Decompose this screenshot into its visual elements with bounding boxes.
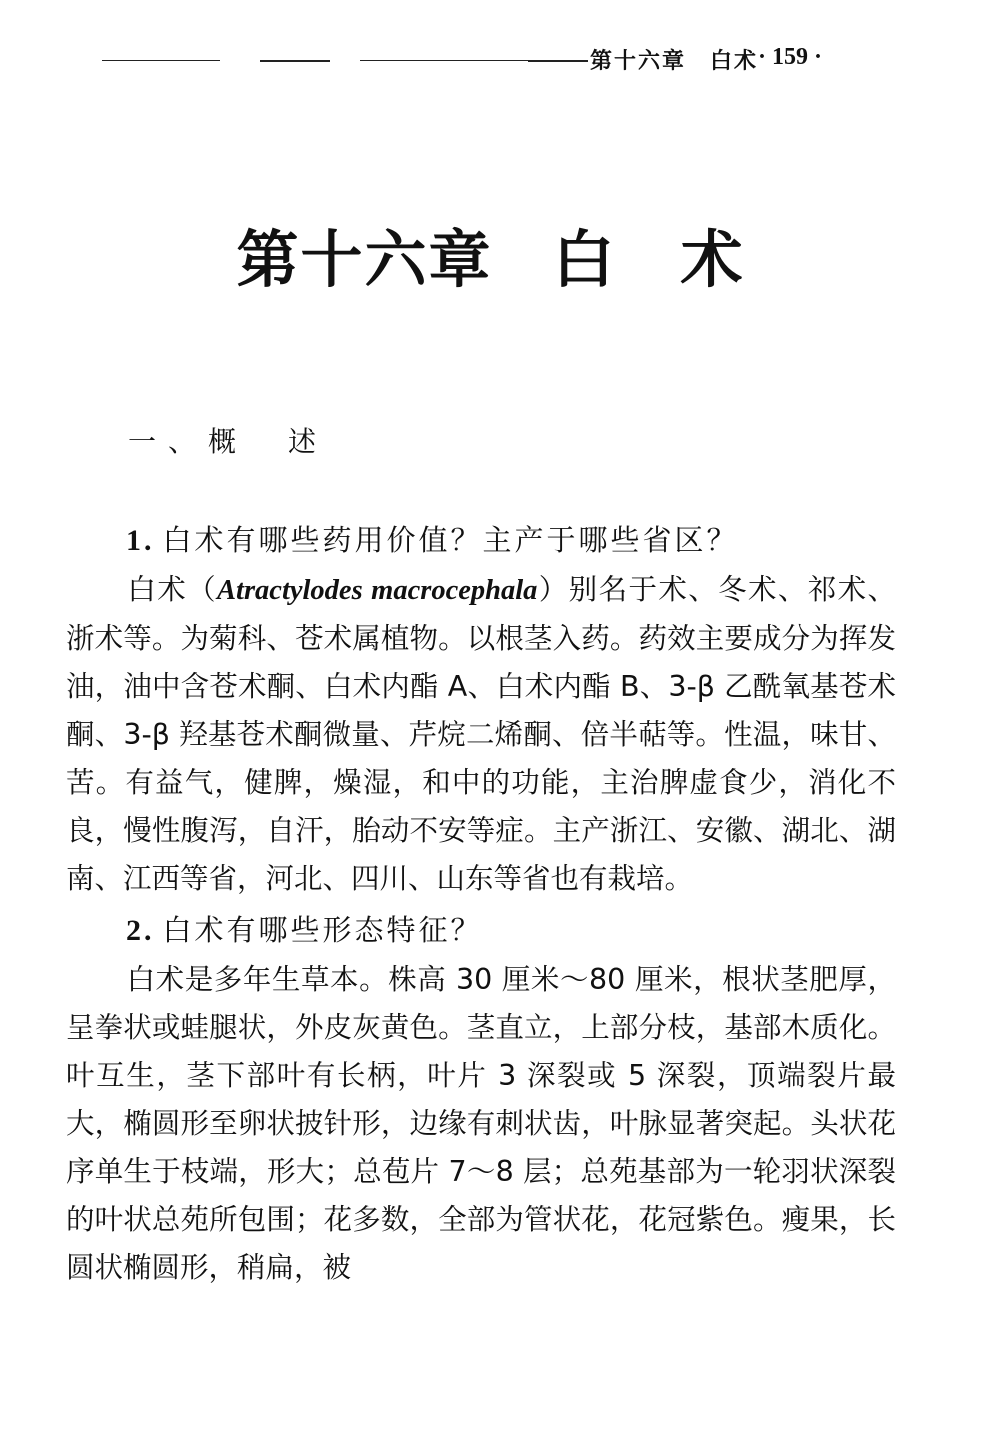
question-text: 白术有哪些形态特征？ <box>162 913 483 947</box>
chapter-title <box>0 210 981 299</box>
answer-paragraph <box>66 956 896 1292</box>
chapter-title-word-2: 术 <box>680 223 745 296</box>
question-text: 白术有哪些药用价值？主产于哪些省区？ <box>162 523 739 557</box>
question-heading <box>66 515 896 566</box>
question-heading <box>66 905 896 956</box>
header-rule <box>360 60 528 61</box>
running-header <box>98 42 858 78</box>
answer-lead: 白术（ <box>126 573 218 606</box>
question-number: 1. <box>126 524 155 557</box>
answer-text: ）别名于术、冬术、祁术、浙术等。为菊科、苍术属植物。以根茎入药。药效主要成分为挥发油，油中含苍术酮、白术内酯 A、白术内酯 B、3-β 乙酰氧基苍术酮、3-β 羟基苍术酮微量、芹烷二烯酮、倍半萜等。性温，味甘、苦。有益气，健脾，燥湿，和中的功能，主治脾虚食少，消化不良，慢性腹泻，自汗，胎动不安等症。主产浙江、安徽、湖北、湖南、江西等省，河北、四川、山东等省也有栽培。 <box>66 573 896 895</box>
chapter-title-word-1: 白 <box>552 223 617 296</box>
header-rule <box>102 60 220 61</box>
question-number: 2. <box>126 914 155 947</box>
section-heading: 一、概 述 <box>128 425 329 458</box>
answer-paragraph <box>66 566 896 903</box>
answer-text: 白术是多年生草本。株高 30 厘米～80 厘米，根状茎肥厚，呈拳状或蛙腿状，外皮灰黄色。茎直立，上部分枝，基部木质化。叶互生，茎下部叶有长柄，叶片 3 深裂或 5 深裂，顶端裂片最大，椭圆形至卵状披针形，边缘有刺状齿，叶脉显著突起。头状花序单生于枝端，形大；总苞片 7～8 层；总苑基部为一轮羽状深裂的叶状总苑所包围；花多数，全部为管状花，花冠紫色。瘦果，长圆状椭圆形，稍扁，被 <box>66 963 896 1284</box>
header-chapter-label: 第十六章 白术 <box>590 48 759 74</box>
header-rule <box>260 60 330 62</box>
chapter-title-number: 第十六章 <box>236 223 493 296</box>
page-number: · 159 · <box>758 44 823 70</box>
header-rule <box>528 60 588 62</box>
latin-name: Atractylodes macrocephala <box>217 575 538 606</box>
page-body <box>66 515 896 1292</box>
